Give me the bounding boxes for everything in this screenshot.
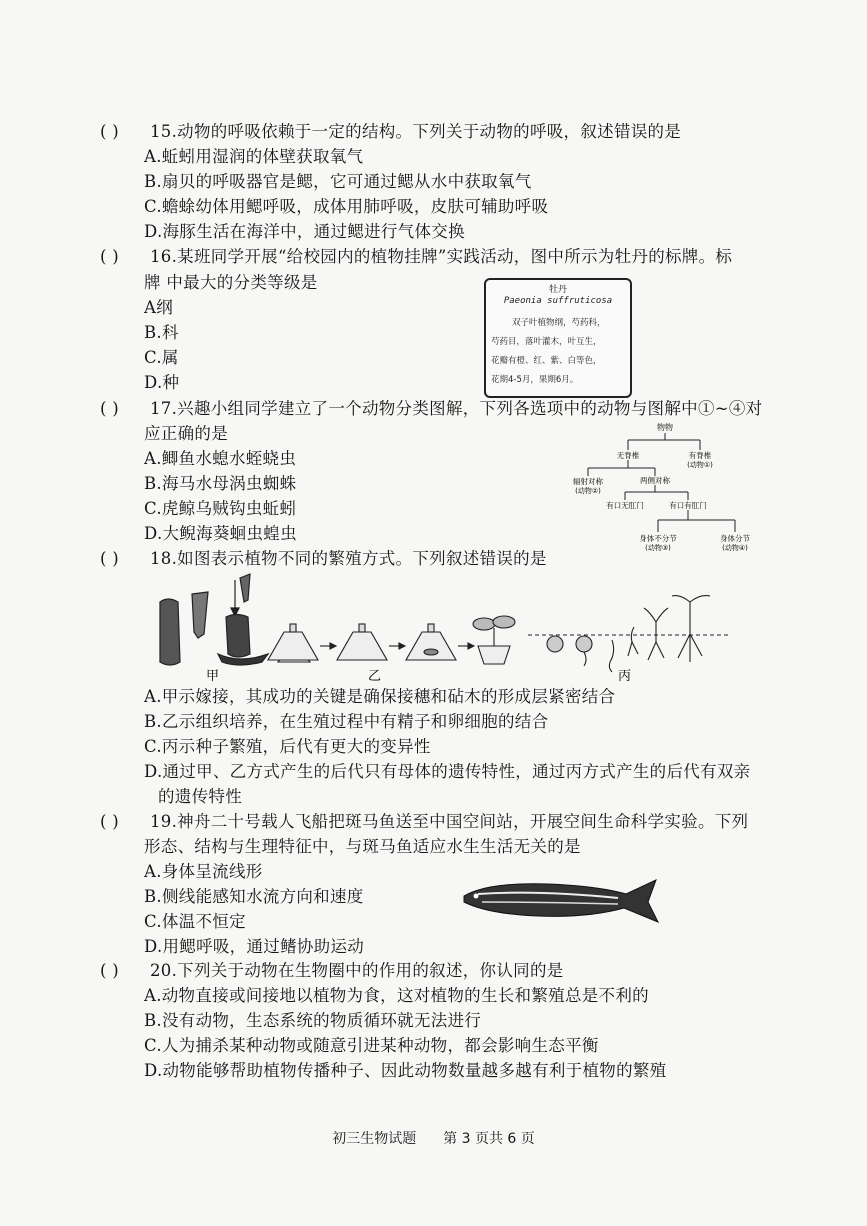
q16-answer-bracket[interactable]: ( ) [100,247,120,266]
zebrafish-image [458,872,664,932]
q17-stem: 17.兴趣小组同学建立了一个动物分类图解，下列各选项中的动物与图解中①~④对 [150,399,763,418]
tree-mouth-anus: 有口有肛门 [669,501,707,510]
page-footer [0,1128,867,1148]
seed-germination-illustration [528,596,730,672]
peony-sign [484,278,632,398]
q20-answer-bracket[interactable]: ( ) [100,961,120,980]
footer-subject: 初三生物试题 [332,1131,417,1147]
q18-option-c: C.丙示种子繁殖，后代有更大的变异性 [144,737,431,756]
q18-option-a: A.甲示嫁接，其成功的关键是确保接穗和砧木的形成层紧密结合 [144,687,616,706]
footer-page-number: 第 3 页共 6 页 [443,1131,535,1147]
q16-option-b: B.科 [144,323,179,342]
q19-option-b: B.侧线能感知水流方向和速度 [144,887,364,906]
tree-segmented-sub: (动物④) [722,544,748,552]
q16-stem-cont: 牌 中最大的分类等级是 [144,273,318,292]
q19-answer-bracket[interactable]: ( ) [100,812,120,831]
q19-option-c: C.体温不恒定 [144,912,246,931]
q16-stem: 16.某班同学开展“给校园内的植物挂牌”实践活动，图中所示为牡丹的标牌。标 [150,247,733,266]
sign-name: 牡丹 [548,285,567,295]
tree-unsegmented-sub: (动物③) [645,544,671,552]
tree-radial: 辐射对称 [573,477,603,486]
q19-option-a: A.身体呈流线形 [144,862,263,881]
sign-line-4: 花期4-5月，果期6月。 [491,375,579,385]
tissue-culture-illustration [268,616,515,664]
q18-stem: 18.如图表示植物不同的繁殖方式。下列叙述错误的是 [150,549,547,568]
q18-answer-bracket[interactable]: ( ) [100,549,120,568]
sign-latin: Paeonia suffruticosa [503,296,613,306]
q17-option-c: C.虎鲸乌贼钩虫蚯蚓 [144,499,297,518]
q18-option-d-cont: 的遗传特性 [158,787,242,806]
q18-option-b: B.乙示组织培养，在生殖过程中有精子和卵细胞的结合 [144,712,549,731]
q17-option-d: D.大鲵海葵蛔虫蝗虫 [144,524,297,543]
sign-line-3: 花瓣有橙、红、紫、白等色， [491,356,602,366]
fig-label-bing: 丙 [618,669,632,684]
q17-option-b: B.海马水母涡虫蜘蛛 [144,474,297,493]
q19-stem: 19.神舟二十号载人飞船把斑马鱼送至中国空间站，开展空间生命科学实验。下列 [150,812,749,831]
q17-stem-cont: 应正确的是 [144,424,228,443]
q15-answer-bracket[interactable]: ( ) [100,122,120,141]
q15-option-d: D.海豚生活在海洋中，通过鳃进行气体交换 [144,222,465,241]
q17-answer-bracket[interactable]: ( ) [100,399,120,418]
q20-option-a: A.动物直接或间接地以植物为食，这对植物的生长和繁殖总是不利的 [144,986,649,1005]
tree-radial-sub: (动物②) [575,487,601,495]
classification-tree [560,420,770,560]
q20-option-d: D.动物能够帮助植物传播种子、因此动物数量越多越有利于植物的繁殖 [144,1061,667,1080]
tree-bilateral: 两侧对称 [640,476,670,485]
fig-label-jia: 甲 [206,669,220,684]
q16-option-c: C.属 [144,348,179,367]
sign-line-1: 双子叶植物纲，芍药科， [512,318,606,328]
q15-stem: 15.动物的呼吸依赖于一定的结构。下列关于动物的呼吸，叙述错误的是 [150,122,682,141]
q20-option-c: C.人为捕杀某种动物或随意引进某种动物，都会影响生态平衡 [144,1036,599,1055]
fig-label-yi: 乙 [368,669,382,684]
q18-option-d: D.通过甲、乙方式产生的后代只有母体的遗传特性，通过丙方式产生的后代有双亲 [144,762,751,781]
grafting-illustration [160,574,268,665]
q16-option-a: A纲 [144,298,174,317]
tree-vertebrate: 有脊椎 [688,451,712,460]
reproduction-figure [150,572,730,684]
q15-option-a: A.蚯蚓用湿润的体壁获取氧气 [144,147,364,166]
q16-option-d: D.种 [144,373,180,392]
tree-mouth-no-anus: 有口无肛门 [606,501,644,510]
sign-line-2: 芍药目，落叶灌木，叶互生， [491,337,602,347]
tree-invertebrate: 无脊椎 [616,451,640,460]
tree-root: 物物 [657,423,673,432]
q19-stem-cont: 形态、结构与生理特征中，与斑马鱼适应水生生活无关的是 [144,837,581,856]
q20-option-b: B.没有动物，生态系统的物质循环就无法进行 [144,1011,482,1030]
tree-unsegmented: 身体不分节 [639,534,677,543]
q15-option-c: C.蟾蜍幼体用鳃呼吸，成体用肺呼吸，皮肤可辅助呼吸 [144,197,549,216]
q19-option-d: D.用鳃呼吸，通过鳍协助运动 [144,937,365,956]
q15-option-b: B.扇贝的呼吸器官是鳃，它可通过鳃从水中获取氧气 [144,172,532,191]
q20-stem: 20.下列关于动物在生物圈中的作用的叙述，你认同的是 [150,961,564,980]
q17-option-a: A.鲫鱼水螅水蛭蛲虫 [144,449,297,468]
tree-segmented: 身体分节 [720,534,750,543]
tree-vertebrate-sub: (动物①) [687,461,713,469]
